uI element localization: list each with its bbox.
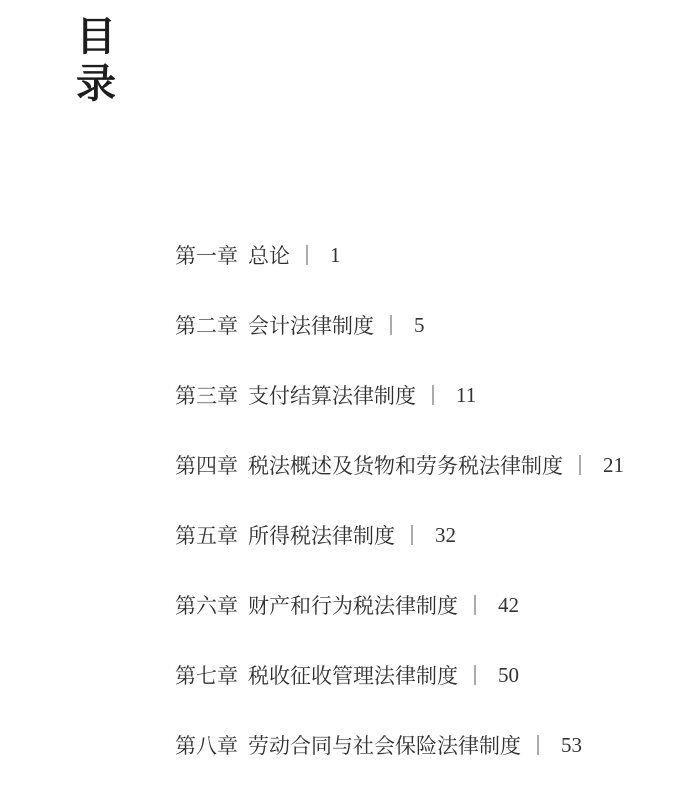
divider-bar xyxy=(390,315,392,335)
chapter-title: 财产和行为税法律制度 xyxy=(248,594,458,618)
page-number: 5 xyxy=(414,312,425,337)
chapter-number: 第七章 xyxy=(175,664,238,688)
chapter-number: 第六章 xyxy=(175,594,238,618)
chapter-title: 所得税法律制度 xyxy=(248,524,395,548)
divider-bar xyxy=(306,245,308,265)
chapter-title: 税法概述及货物和劳务税法律制度 xyxy=(248,454,563,478)
chapter-number: 第三章 xyxy=(175,384,238,408)
divider-bar xyxy=(537,735,539,755)
page-number: 11 xyxy=(456,382,477,407)
toc-entry[interactable] xyxy=(175,570,676,640)
page-title-char-2: 录 xyxy=(76,61,116,106)
chapter-number: 第五章 xyxy=(175,524,238,548)
page-title-char-1: 目 xyxy=(76,14,116,59)
divider-bar xyxy=(411,525,413,545)
chapter-title: 总论 xyxy=(248,244,290,268)
divider-bar xyxy=(474,665,476,685)
chapter-number: 第一章 xyxy=(175,244,238,268)
toc-entry[interactable] xyxy=(175,290,676,360)
divider-bar xyxy=(432,385,434,405)
page-number: 32 xyxy=(435,522,456,547)
chapter-title: 会计法律制度 xyxy=(248,314,374,338)
chapter-number: 第四章 xyxy=(175,454,238,478)
toc-list xyxy=(175,220,676,780)
page-number: 21 xyxy=(603,452,624,477)
chapter-title: 劳动合同与社会保险法律制度 xyxy=(248,734,521,758)
page-title xyxy=(76,13,116,107)
page-number: 42 xyxy=(498,592,519,617)
toc-entry[interactable] xyxy=(175,430,676,500)
chapter-title: 税收征收管理法律制度 xyxy=(248,664,458,688)
toc-entry[interactable] xyxy=(175,360,676,430)
chapter-number: 第八章 xyxy=(175,734,238,758)
toc-entry[interactable] xyxy=(175,220,676,290)
toc-entry[interactable] xyxy=(175,710,676,780)
toc-entry[interactable] xyxy=(175,640,676,710)
chapter-number: 第二章 xyxy=(175,314,238,338)
toc-entry[interactable] xyxy=(175,500,676,570)
divider-bar xyxy=(474,595,476,615)
divider-bar xyxy=(579,455,581,475)
page-number: 1 xyxy=(330,242,341,267)
page-number: 50 xyxy=(498,662,519,687)
page-number: 53 xyxy=(561,732,582,757)
chapter-title: 支付结算法律制度 xyxy=(248,384,416,408)
